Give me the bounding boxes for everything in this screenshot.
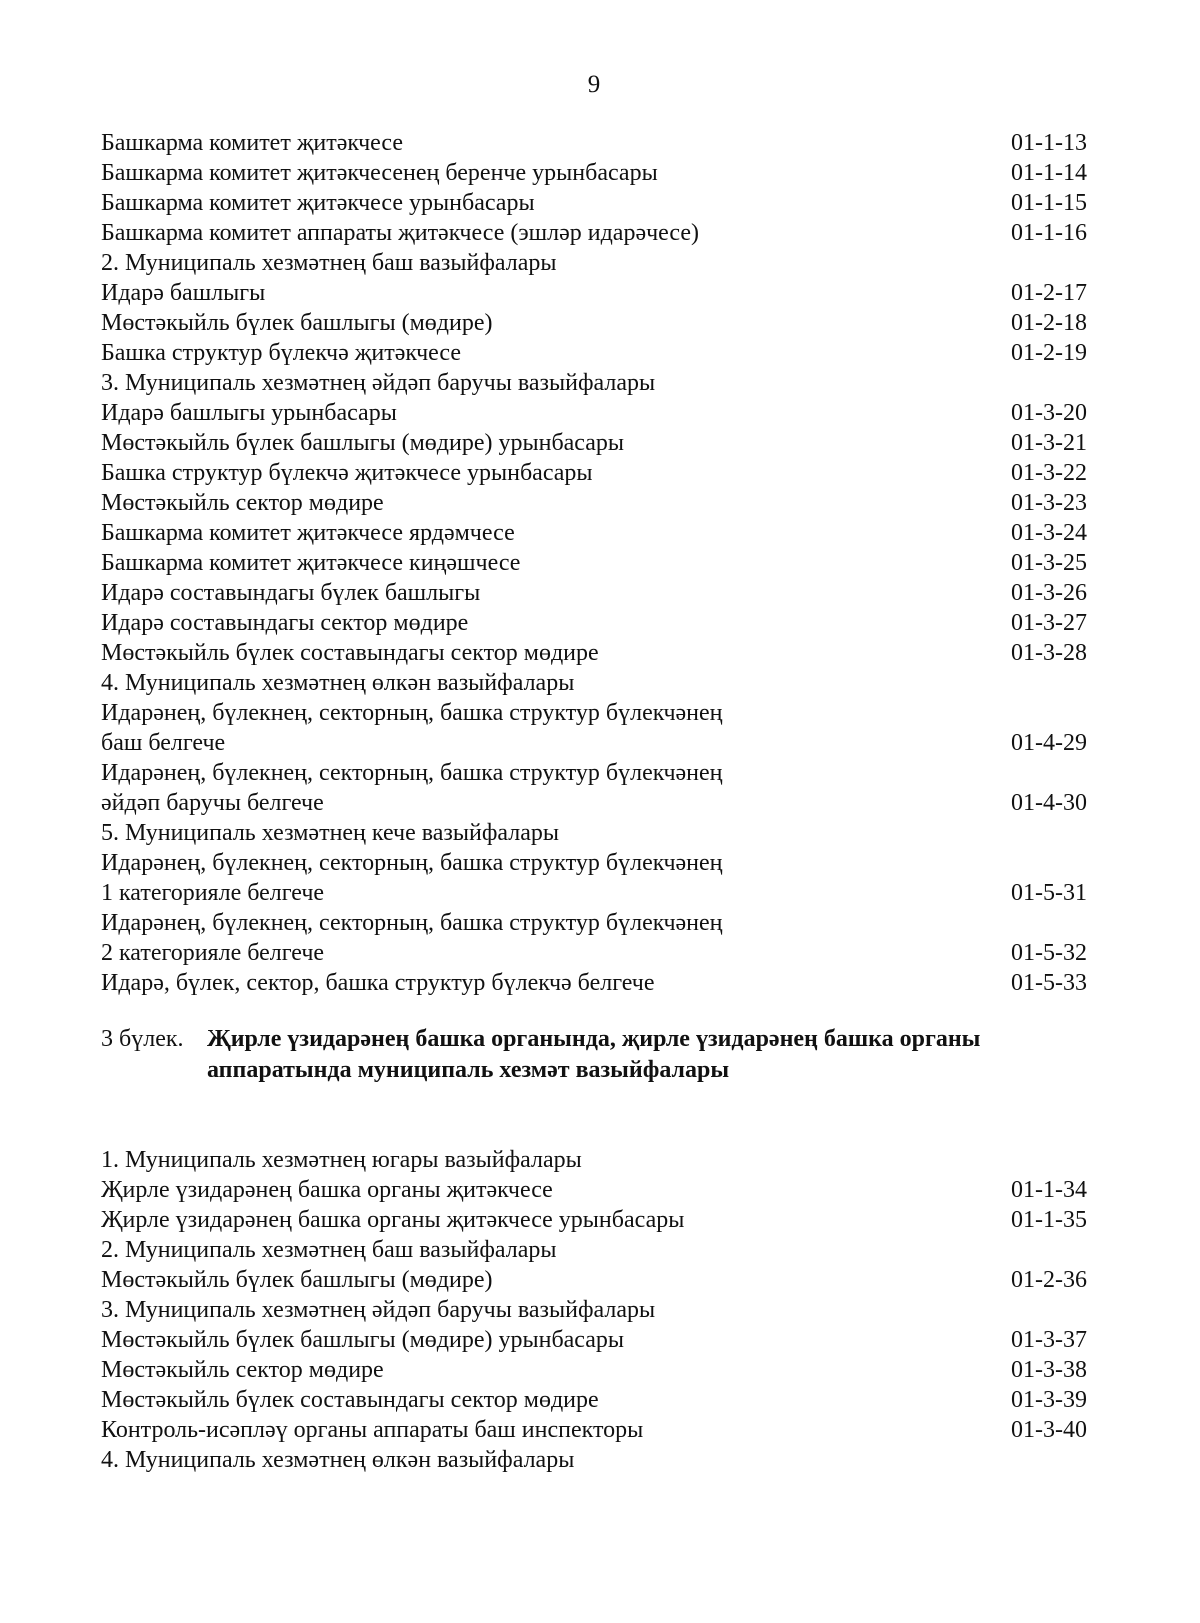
position-row (101, 158, 1087, 188)
position-code: 01-3-25 (1011, 550, 1087, 576)
position-code: 01-1-35 (1011, 1207, 1087, 1233)
position-code: 01-1-14 (1011, 160, 1087, 186)
position-title: баш белгече (101, 730, 226, 756)
position-row (101, 788, 1087, 818)
position-code: 01-3-26 (1011, 580, 1087, 606)
category-heading-row (101, 248, 1087, 278)
category-heading-row (101, 368, 1087, 398)
section-heading-line1 (101, 1024, 1101, 1055)
position-code: 01-2-19 (1011, 340, 1087, 366)
position-row (101, 638, 1087, 668)
position-row (101, 728, 1087, 758)
position-code: 01-3-28 (1011, 640, 1087, 666)
position-code: 01-5-31 (1011, 880, 1087, 906)
position-code: 01-3-27 (1011, 610, 1087, 636)
position-title: Башкарма комитет җитәкчесенең беренче урынбасары (101, 160, 658, 186)
position-row (101, 1175, 1087, 1205)
category-heading-row (101, 668, 1087, 698)
position-title: Идарә составындагы сектор мөдире (101, 610, 469, 636)
category-heading-row (101, 698, 1087, 728)
position-row (101, 338, 1087, 368)
position-row (101, 1205, 1087, 1235)
category-title: 3. Муниципаль хезмәтнең әйдәп баручы вазыйфалары (101, 370, 656, 396)
position-row (101, 1325, 1087, 1355)
position-row (101, 1415, 1087, 1445)
category-title: 4. Муниципаль хезмәтнең өлкән вазыйфалары (101, 1447, 575, 1473)
position-row (101, 488, 1087, 518)
position-title: Җирле үзидарәнең башка органы җитәкчесе урынбасары (101, 1207, 685, 1233)
position-code: 01-3-20 (1011, 400, 1087, 426)
position-code: 01-2-17 (1011, 280, 1087, 306)
position-row (101, 578, 1087, 608)
position-code: 01-3-38 (1011, 1357, 1087, 1383)
position-title: Мөстәкыйль бүлек составындагы сектор мөдире (101, 1387, 599, 1413)
category-title: Идарәнең, бүлекнең, секторның, башка структур бүлекчәнең (101, 910, 723, 936)
position-code: 01-4-29 (1011, 730, 1087, 756)
position-code: 01-3-40 (1011, 1417, 1087, 1443)
category-heading-row (101, 758, 1087, 788)
position-row (101, 608, 1087, 638)
category-title: 3. Муниципаль хезмәтнең әйдәп баручы вазыйфалары (101, 1297, 656, 1323)
position-row (101, 968, 1087, 998)
category-heading-row (101, 1145, 1087, 1175)
position-code: 01-3-23 (1011, 490, 1087, 516)
position-title: Мөстәкыйль бүлек башлыгы (мөдире) (101, 310, 493, 336)
category-heading-row (101, 1295, 1087, 1325)
position-code: 01-5-32 (1011, 940, 1087, 966)
position-code: 01-1-15 (1011, 190, 1087, 216)
position-title: Мөстәкыйль сектор мөдире (101, 490, 384, 516)
page-number: 9 (587, 71, 601, 98)
position-title: Контроль-исәпләү органы аппараты баш инспекторы (101, 1417, 644, 1443)
position-row (101, 1385, 1087, 1415)
position-title: Башка структур бүлекчә җитәкчесе (101, 340, 461, 366)
category-title: 1. Муниципаль хезмәтнең югары вазыйфалары (101, 1147, 582, 1173)
category-title: Идарәнең, бүлекнең, секторның, башка структур бүлекчәнең (101, 700, 723, 726)
position-list-section-3 (101, 1145, 1087, 1475)
position-row (101, 128, 1087, 158)
position-code: 01-2-18 (1011, 310, 1087, 336)
position-title: 1 категорияле белгече (101, 880, 325, 906)
position-title: Идарә, бүлек, сектор, башка структур бүлекчә белгече (101, 970, 655, 996)
section-title-line1: Җирле үзидарәнең башка органында, җирле үзидарәнең башка органы (207, 1026, 981, 1052)
position-code: 01-4-30 (1011, 790, 1087, 816)
position-title: Башка структур бүлекчә җитәкчесе урынбасары (101, 460, 593, 486)
position-code: 01-3-24 (1011, 520, 1087, 546)
position-title: Идарә башлыгы (101, 280, 266, 306)
category-heading-row (101, 1445, 1087, 1475)
position-title: Идарә составындагы бүлек башлыгы (101, 580, 481, 606)
position-title: Идарә башлыгы урынбасары (101, 400, 397, 426)
position-title: Башкарма комитет җитәкчесе ярдәмчесе (101, 520, 515, 546)
position-title: Башкарма комитет аппараты җитәкчесе (эшләр идарәчесе) (101, 220, 700, 246)
position-title: Башкарма комитет җитәкчесе урынбасары (101, 190, 535, 216)
position-row (101, 938, 1087, 968)
position-code: 01-3-21 (1011, 430, 1087, 456)
position-title: Мөстәкыйль бүлек башлыгы (мөдире) урынбасары (101, 430, 625, 456)
position-code: 01-1-16 (1011, 220, 1087, 246)
position-row (101, 428, 1087, 458)
category-title: Идарәнең, бүлекнең, секторның, башка структур бүлекчәнең (101, 760, 723, 786)
category-heading-row (101, 818, 1087, 848)
position-code: 01-2-36 (1011, 1267, 1087, 1293)
section-title-line2: аппаратында муниципаль хезмәт вазыйфалары (207, 1057, 730, 1083)
position-row (101, 278, 1087, 308)
position-row (101, 308, 1087, 338)
position-row (101, 1265, 1087, 1295)
position-title: Башкарма комитет җитәкчесе (101, 130, 404, 156)
position-row (101, 548, 1087, 578)
position-code: 01-1-13 (1011, 130, 1087, 156)
position-title: Мөстәкыйль бүлек башлыгы (мөдире) (101, 1267, 493, 1293)
category-title: 4. Муниципаль хезмәтнең өлкән вазыйфалары (101, 670, 575, 696)
category-title: 2. Муниципаль хезмәтнең баш вазыйфалары (101, 250, 557, 276)
position-title: Мөстәкыйль бүлек составындагы сектор мөдире (101, 640, 599, 666)
position-title: әйдәп баручы белгече (101, 790, 324, 816)
position-row (101, 878, 1087, 908)
position-title: 2 категорияле белгече (101, 940, 325, 966)
position-row (101, 218, 1087, 248)
category-title: 5. Муниципаль хезмәтнең кече вазыйфалары (101, 820, 560, 846)
position-title: Мөстәкыйль бүлек башлыгы (мөдире) урынбасары (101, 1327, 625, 1353)
section-prefix: 3 бүлек. (101, 1026, 184, 1052)
position-row (101, 398, 1087, 428)
category-title: Идарәнең, бүлекнең, секторның, башка структур бүлекчәнең (101, 850, 723, 876)
position-code: 01-1-34 (1011, 1177, 1087, 1203)
position-row (101, 188, 1087, 218)
category-title: 2. Муниципаль хезмәтнең баш вазыйфалары (101, 1237, 557, 1263)
section-heading (101, 1024, 1101, 1086)
position-code: 01-3-22 (1011, 460, 1087, 486)
position-code: 01-3-39 (1011, 1387, 1087, 1413)
position-code: 01-5-33 (1011, 970, 1087, 996)
position-title: Мөстәкыйль сектор мөдире (101, 1357, 384, 1383)
category-heading-row (101, 1235, 1087, 1265)
position-list-section-2 (101, 128, 1087, 998)
position-code: 01-3-37 (1011, 1327, 1087, 1353)
position-title: Җирле үзидарәнең башка органы җитәкчесе (101, 1177, 553, 1203)
position-row (101, 1355, 1087, 1385)
position-row (101, 458, 1087, 488)
category-heading-row (101, 908, 1087, 938)
position-row (101, 518, 1087, 548)
category-heading-row (101, 848, 1087, 878)
position-title: Башкарма комитет җитәкчесе киңәшчесе (101, 550, 521, 576)
